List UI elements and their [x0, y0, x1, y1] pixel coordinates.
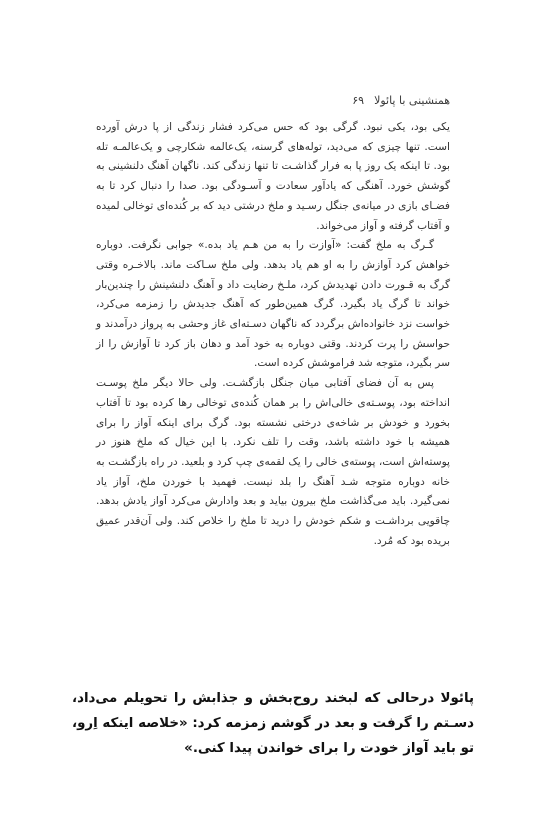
running-header-title: همنشینی با پائولا — [374, 94, 450, 107]
story-paragraph: پس به آن فضای آفتابی میان جنگل بازگشـت. ولی حالا دیگر ملخ پوسـت انداخته بود، پوسـته‌ی خالی‌اش را بر همان کُنده‌ی توخالی رها کرده بود تا آفتاب بخورد و خودش بر شاخه‌ی درختی نشسته بود. گرگ برای اینکه آواز را برای همیشه با خود داشته باشد، وقت را تلف نکرد. با این خیال که ملخ هنوز در پوسته‌اش است، پوسته‌ی خالی را یک لقمه‌ی چپ کرد و بلعید. در راه بازگشـت به خانه دوباره متوجه شـد آهنگ را بلد نیست. فهمید با خوردن ملخ، آواز یاد نمی‌گیرد. باید می‌گذاشت ملخ بیرون بیاید و بعد وادارش می‌کرد آواز یادش بدهد. چاقویی برداشـت و شکم خودش را درید تا ملخ را خلاص کند. ولی آن‌قدر عمیق بریده بود که مُرد. — [96, 377, 450, 547]
closing-quote: پائولا درحالی که لبخند روح‌بخش و جذابش را تحویلم می‌داد، دسـتم را گرفت و بعد در گوشم زمزمه کرد: «خلاصه اینکه اِرو، تو باید آواز خودت را برای خواندن پیدا کنی.» — [72, 691, 474, 756]
story-paragraph: یکی بود، یکی نبود. گرگی بود که حس می‌کرد فشار زندگی از پا درش آورده است. تنها چیزی که می‌دید، توله‌های گرسنه، یک‌عالمه شکارچی و یک‌عالمـه تله بود. تا اینکه یک روز پا به فرار گذاشـت تا تنها زندگی کند. ناگهان آهنگ دلنشینی به گوشش خورد. آهنگی که یادآور سعادت و آسـودگی بود. صدا را دنبال کرد تا به فضـای بازی در میانه‌ی جنگل رسـید و ملخ درشتی دید که بر کُنده‌ای توخالی لمیده و آفتاب گرفته و آواز می‌خواند. — [96, 121, 450, 232]
running-header — [96, 94, 450, 112]
page-number: ۶۹ — [352, 94, 365, 107]
story-paragraph: گـرگ به ملخ گفت: «آوازت را به من هـم یاد بده.» جوابی نگرفت. دوباره خواهش کرد آوازش را به او هم یاد بدهد. ولی ملخ سـاکت ماند. بالاخـره وقتی گرگ به قـورت دادن تهدیدش کرد، ملـخ رضایت داد و آهنگ دلنشینش را چندین‌بار خواند تا گرگ یاد بگیرد. گرگ همین‌طور که آهنگ جدیدش را زمزمه می‌کرد، خواست نزد خانواده‌اش برگردد که ناگهان دسـته‌ای غاز وحشی به پرواز درآمدند و حواسش را پرت کردند. وقتی دوباره به خود آمد و دهان باز کرد تا آوازش را از سر بگیرد، متوجه شد فراموشش کرده است. — [96, 239, 450, 370]
story-body — [96, 118, 450, 551]
